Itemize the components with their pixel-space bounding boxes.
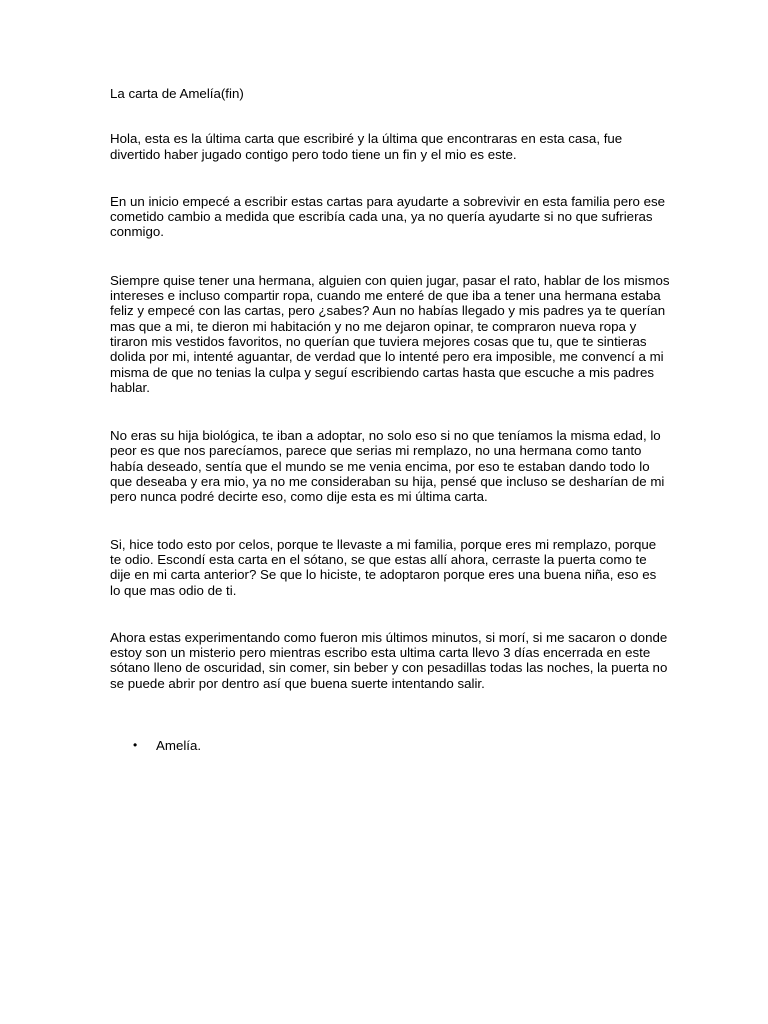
document-title: La carta de Amelía(fin) bbox=[110, 86, 244, 101]
signature-list bbox=[110, 738, 670, 753]
paragraph-1: Hola, esta es la última carta que escribiré y la última que encontraras en esta casa, fue divertido haber jugado contigo pero todo tiene un fin y el mio es este. bbox=[110, 131, 623, 162]
paragraph-3: Siempre quise tener una hermana, alguien con quien jugar, pasar el rato, hablar de los mismos intereses e incluso compartir ropa, cuando me enteré de que iba a tener una hermana estaba feliz y empecé con las cartas, pero ¿sabes? Aun no habías llegado y mis padres ya te querían mas que a mi, te dieron mi habitación y no me dejaron opinar, te compraron nueva ropa y tiraron mis vestidos favoritos, no querían que tuviera mejores cosas que tu, que te sintieras dolida por mi, intenté aguantar, de verdad que lo intenté pero era imposible, me convencí a mi misma de que no tenias la culpa y seguí escribiendo cartas hasta que escuche a mis padres hablar. bbox=[110, 272, 670, 395]
paragraph-5: Si, hice todo esto por celos, porque te llevaste a mi familia, porque eres mi remplazo, porque te odio. Escondí esta carta en el sótano, se que estas allí ahora, cerraste la puerta como te dije en mi carta anterior? Se que lo hiciste, te adoptaron porque eres una buena niña, eso es lo que mas odio de ti. bbox=[110, 536, 657, 598]
paragraph-6: Ahora estas experimentando como fueron mis últimos minutos, si morí, si me sacaron o donde estoy son un misterio pero mientras escribo esta ultima carta llevo 3 días encerrada en este sótano lleno de oscuridad, sin comer, sin beber y con pesadillas todas las noches, la puerta no se puede abrir por dentro así que buena suerte intentando salir. bbox=[110, 629, 668, 691]
document-page bbox=[110, 86, 670, 753]
signature-text: Amelía. bbox=[156, 738, 202, 754]
paragraph-2: En un inicio empecé a escribir estas cartas para ayudarte a sobrevivir en esta familia pero ese cometido cambio a medida que escribía cada una, ya no quería ayudarte si no que sufrieras conmigo. bbox=[110, 193, 666, 240]
paragraph-4: No eras su hija biológica, te iban a adoptar, no solo eso si no que teníamos la misma edad, lo peor es que nos parecíamos, parece que serias mi remplazo, no una hermana como tanto había deseado, sentía que el mundo se me venia encima, por eso te estaban dando todo lo que deseaba y era mio, ya no me consideraban su hija, pensé que incluso se desharían de mi pero nunca podré decirte eso, como dije esta es mi última carta. bbox=[110, 428, 665, 505]
bullet-icon: • bbox=[133, 738, 138, 753]
signature-item bbox=[110, 738, 670, 753]
